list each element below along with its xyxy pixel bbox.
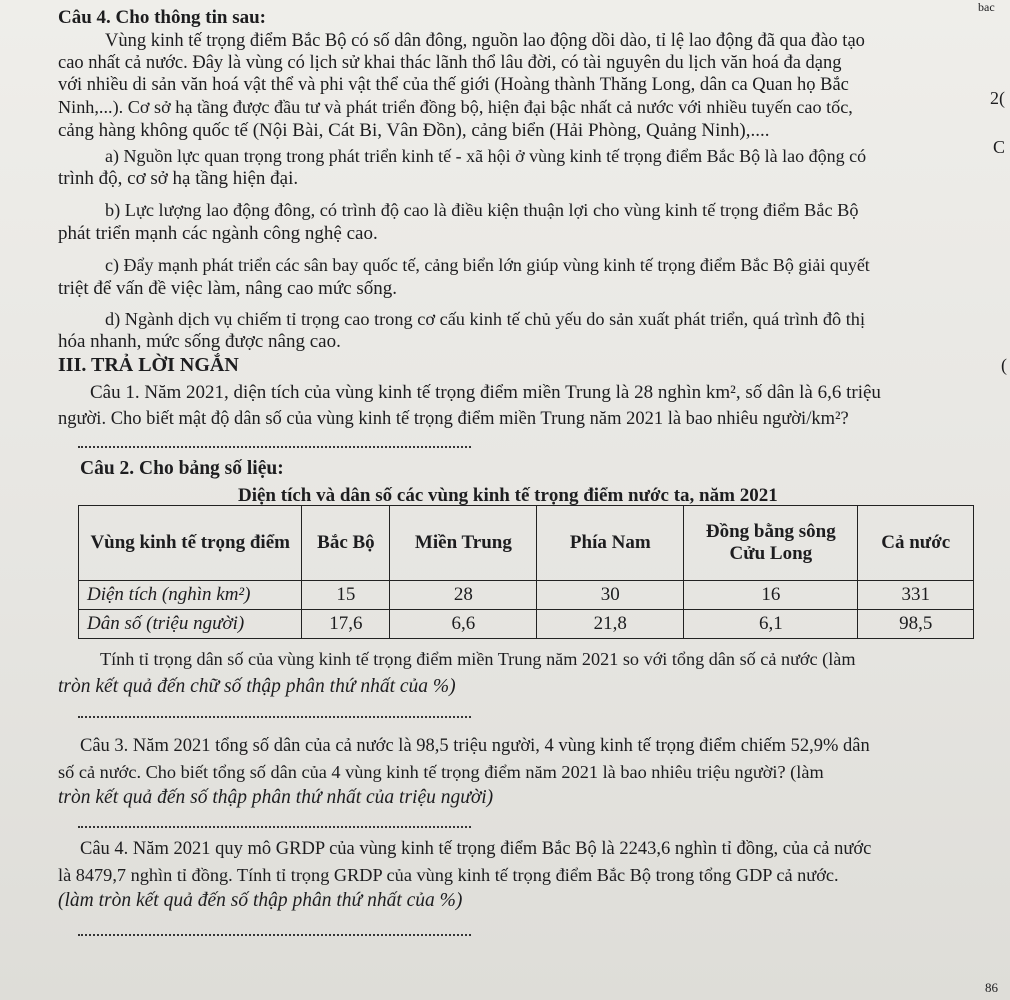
table-cell: 15	[302, 581, 390, 610]
option-b: b) Lực lượng lao động đông, có trình độ cao là điều kiện thuận lợi cho vùng kinh tế trọng điểm Bắc Bộ	[105, 200, 859, 220]
table-header: Cả nước	[858, 506, 974, 581]
edge-text: 2(	[990, 88, 1005, 108]
data-table	[78, 505, 974, 639]
option-a-cont: trình độ, cơ sở hạ tầng hiện đại.	[58, 168, 299, 189]
paragraph-line: Vùng kinh tế trọng điểm Bắc Bộ có số dân đông, nguồn lao động dồi dào, tỉ lệ lao động đã qua đào tạo	[105, 31, 865, 51]
table-cell: 331	[858, 581, 974, 610]
option-b-cont: phát triển mạnh các ngành công nghệ cao.	[58, 223, 378, 244]
answer-line	[78, 826, 471, 828]
table-header: Vùng kinh tế trọng điểm	[79, 506, 302, 581]
table-header: Miền Trung	[390, 506, 537, 581]
table-row	[79, 581, 974, 610]
edge-text: C	[993, 137, 1006, 157]
answer-line	[78, 716, 471, 718]
option-c: c) Đẩy mạnh phát triển các sân bay quốc tế, cảng biển lớn giúp vùng kinh tế trọng điểm Bắc Bộ giải quyết	[105, 255, 870, 275]
table-cell: 16	[684, 581, 858, 610]
table-header-row	[79, 506, 974, 581]
option-d-cont: hóa nhanh, mức sống được nâng cao.	[58, 331, 341, 352]
paragraph-line: cao nhất cả nước. Đây là vùng có lịch sử khai thác lãnh thổ lâu đời, có tài nguyên du lịch văn hoá đa dạng	[58, 53, 842, 73]
table-row-label: Dân số (triệu người)	[79, 610, 302, 639]
question-4b: Câu 4. Năm 2021 quy mô GRDP của vùng kinh tế trọng điểm Bắc Bộ là 2243,6 nghìn tỉ đồng, của cả nước	[80, 839, 872, 859]
question-4b-cont: (làm tròn kết quả đến số thập phân thứ nhất của %)	[58, 890, 463, 911]
corner-text-top: bac	[978, 0, 995, 14]
table-header: Đồng bằng sông Cửu Long	[684, 506, 858, 581]
paragraph-line: cảng hàng không quốc tế (Nội Bài, Cát Bi, Vân Đồn), cảng biển (Hải Phòng, Quảng Ninh),....	[58, 120, 770, 141]
table-cell: 21,8	[537, 610, 684, 639]
option-d: d) Ngành dịch vụ chiếm tỉ trọng cao trong cơ cấu kinh tế chủ yếu do sản xuất phát triển, quá trình đô thị	[105, 309, 866, 329]
table-cell: 6,1	[684, 610, 858, 639]
question-3: Câu 3. Năm 2021 tổng số dân của cả nước là 98,5 triệu người, 4 vùng kinh tế trọng điểm chiếm 52,9% dân	[80, 736, 870, 756]
answer-line	[78, 446, 471, 448]
question-3-cont: tròn kết quả đến số thập phân thứ nhất của triệu người)	[58, 787, 494, 808]
question-4-header: Câu 4. Cho thông tin sau:	[58, 7, 266, 28]
table-cell: 17,6	[302, 610, 390, 639]
question-1-cont: người. Cho biết mật độ dân số của vùng kinh tế trọng điểm miền Trung năm 2021 là bao nhiêu người/km²?	[58, 409, 849, 429]
page-number: 86	[985, 980, 998, 995]
table-cell: 6,6	[390, 610, 537, 639]
question-2-task: Tính tỉ trọng dân số của vùng kinh tế trọng điểm miền Trung năm 2021 so với tổng dân số cả nước (làm	[100, 649, 856, 669]
question-2-header: Câu 2. Cho bảng số liệu:	[80, 458, 284, 479]
table-row-label: Diện tích (nghìn km²)	[79, 581, 302, 610]
table-row	[79, 610, 974, 639]
section-title: III. TRẢ LỜI NGẮN	[58, 354, 239, 376]
question-4b-cont: là 8479,7 nghìn tỉ đồng. Tính tỉ trọng GRDP của vùng kinh tế trọng điểm Bắc Bộ trong tổng GDP cả nước.	[58, 865, 839, 885]
table-caption: Diện tích và dân số các vùng kinh tế trọng điểm nước ta, năm 2021	[238, 485, 778, 506]
table-cell: 28	[390, 581, 537, 610]
paragraph-line: với nhiều di sản văn hoá vật thể và phi vật thể của thế giới (Hoàng thành Thăng Long, dân ca Quan họ Bắc	[58, 75, 849, 95]
table-header: Bắc Bộ	[302, 506, 390, 581]
option-c-cont: triệt để vấn đề việc làm, nâng cao mức sống.	[58, 278, 397, 299]
question-1: Câu 1. Năm 2021, diện tích của vùng kinh tế trọng điểm miền Trung là 28 nghìn km², số dân là 6,6 triệu	[90, 382, 881, 403]
edge-text: (	[1001, 355, 1007, 375]
question-2-task-cont: tròn kết quả đến chữ số thập phân thứ nhất của %)	[58, 676, 456, 697]
question-3-cont: số cả nước. Cho biết tổng số dân của 4 vùng kinh tế trọng điểm năm 2021 là bao nhiêu triệu người? (làm	[58, 762, 824, 782]
paragraph-line: Ninh,...). Cơ sở hạ tầng được đầu tư và phát triển đồng bộ, hiện đại bậc nhất cả nước với nhiều tuyến cao tốc,	[58, 97, 853, 117]
answer-line	[78, 934, 471, 936]
option-a: a) Nguồn lực quan trọng trong phát triển kinh tế - xã hội ở vùng kinh tế trọng điểm Bắc Bộ là lao động có	[105, 146, 867, 166]
table-header: Phía Nam	[537, 506, 684, 581]
table-cell: 98,5	[858, 610, 974, 639]
table-cell: 30	[537, 581, 684, 610]
